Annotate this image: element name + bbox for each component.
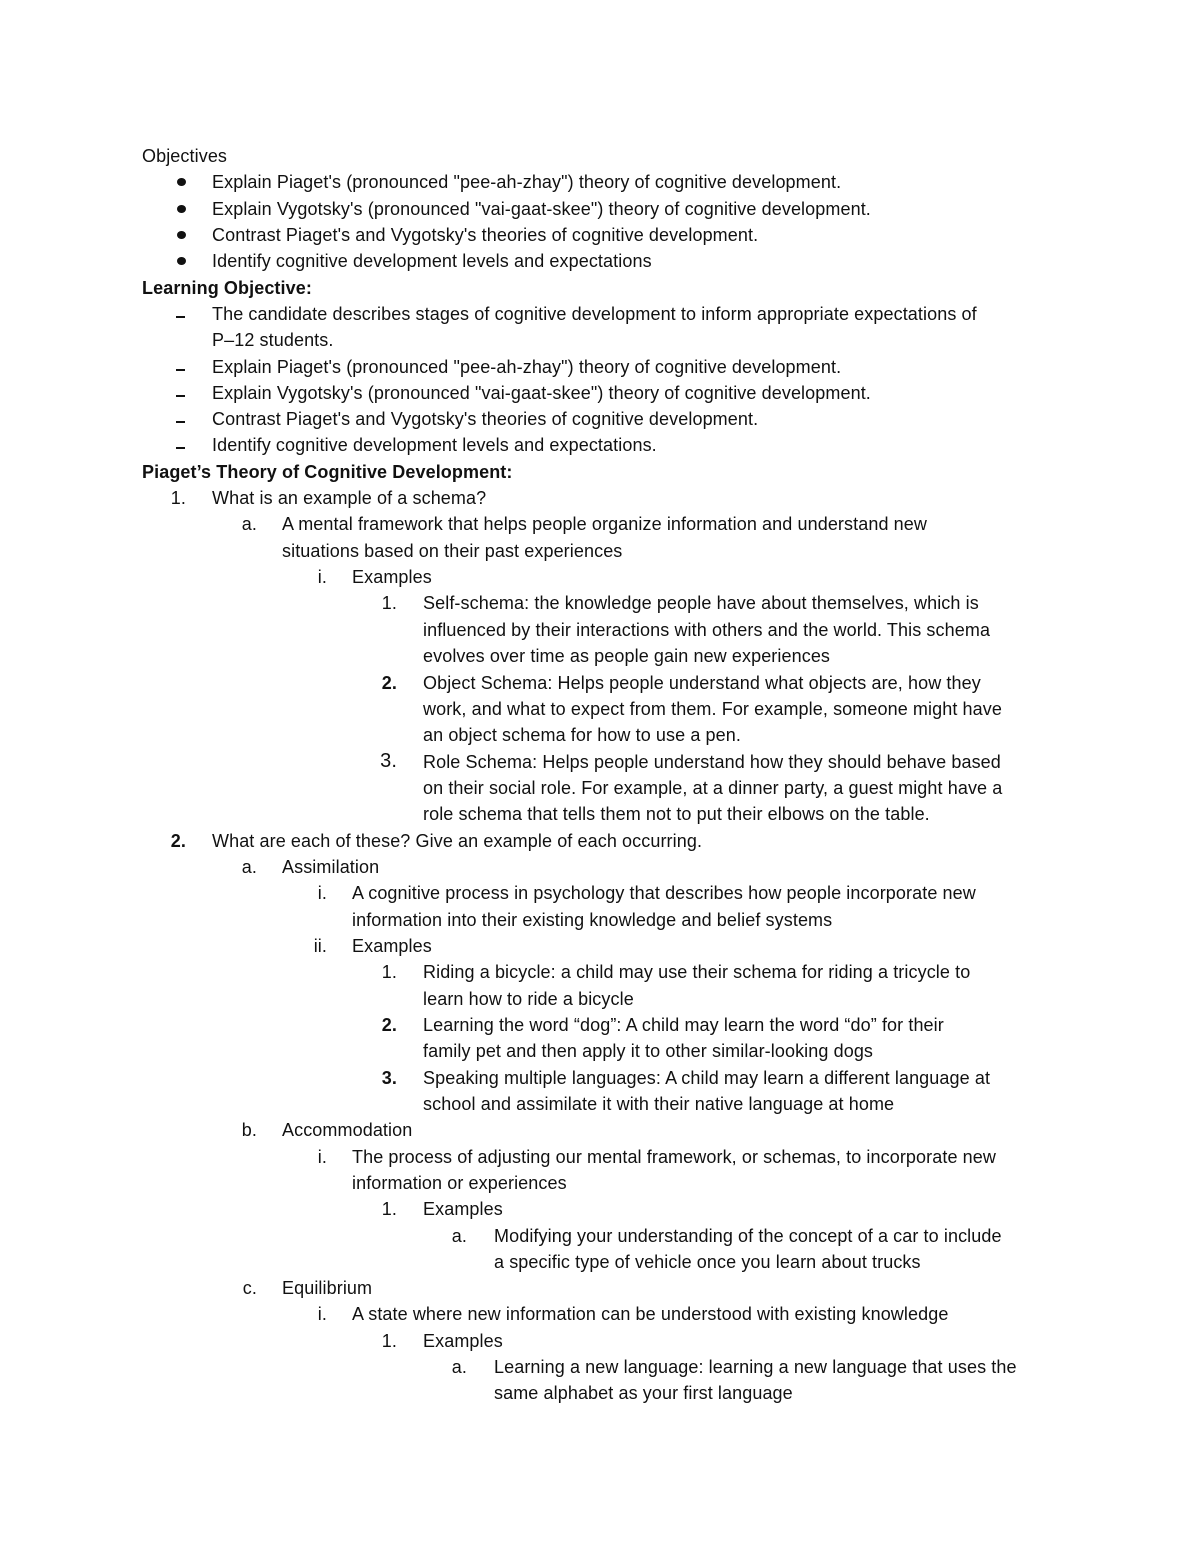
- list-number: 1.: [381, 593, 397, 613]
- list-letter: a.: [451, 1357, 467, 1377]
- schema-example-cont: role schema that tells them not to put their elbows on the table.: [423, 804, 930, 824]
- dash-bullet-icon: [176, 316, 185, 318]
- list-number: 1.: [381, 962, 397, 982]
- list-number: 1.: [381, 1199, 397, 1219]
- list-roman: i.: [317, 567, 327, 587]
- list-roman: ii.: [313, 936, 327, 956]
- list-letter: b.: [241, 1120, 257, 1140]
- examples-label: Examples: [352, 567, 432, 587]
- list-roman: i.: [317, 883, 327, 903]
- schema-definition: A mental framework that helps people organize information and understand new: [282, 514, 927, 534]
- equilibrium-label: Equilibrium: [282, 1278, 373, 1298]
- learning-objective-item: Explain Piaget's (pronounced "pee-ah-zhay") theory of cognitive development.: [212, 357, 842, 377]
- list-roman: i.: [317, 1304, 327, 1324]
- learning-objective-item: Identify cognitive development levels and expectations.: [212, 435, 657, 455]
- assimilation-definition-cont: information into their existing knowledge and belief systems: [352, 910, 833, 930]
- objective-item: Identify cognitive development levels and expectations: [212, 251, 652, 271]
- bullet-icon: [177, 257, 186, 265]
- schema-definition-cont: situations based on their past experiences: [282, 541, 623, 561]
- learning-objective-item-cont: P–12 students.: [212, 330, 334, 350]
- assimilation-example-cont: family pet and then apply it to other similar-looking dogs: [423, 1041, 874, 1061]
- bullet-icon: [177, 205, 186, 213]
- list-number: 2.: [381, 1015, 397, 1035]
- dash-bullet-icon: [176, 447, 185, 449]
- assimilation-example-cont: school and assimilate it with their native language at home: [423, 1094, 895, 1114]
- dash-bullet-icon: [176, 421, 185, 423]
- list-number: 1.: [381, 1331, 397, 1351]
- list-letter: c.: [242, 1278, 257, 1298]
- accommodation-definition: The process of adjusting our mental framework, or schemas, to incorporate new: [352, 1147, 996, 1167]
- objective-item: Explain Piaget's (pronounced "pee-ah-zhay") theory of cognitive development.: [212, 172, 842, 192]
- bullet-icon: [177, 231, 186, 239]
- list-letter: a.: [241, 514, 257, 534]
- learning-objective-heading: Learning Objective:: [142, 278, 312, 298]
- schema-example-cont: an object schema for how to use a pen.: [423, 725, 741, 745]
- accommodation-example-cont: a specific type of vehicle once you learn about trucks: [494, 1252, 921, 1272]
- examples-label: Examples: [352, 936, 432, 956]
- list-letter: a.: [241, 857, 257, 877]
- schema-example: Role Schema: Helps people understand how they should behave based: [423, 752, 1001, 772]
- question-1: What is an example of a schema?: [212, 488, 487, 508]
- dash-bullet-icon: [176, 395, 185, 397]
- assimilation-definition: A cognitive process in psychology that describes how people incorporate new: [352, 883, 976, 903]
- schema-example: Self-schema: the knowledge people have about themselves, which is: [423, 593, 979, 613]
- assimilation-example: Learning the word “dog”: A child may learn the word “do” for their: [423, 1015, 944, 1035]
- assimilation-label: Assimilation: [282, 857, 380, 877]
- list-number: 2.: [381, 673, 397, 693]
- equilibrium-definition: A state where new information can be understood with existing knowledge: [352, 1304, 949, 1324]
- objectives-heading: Objectives: [142, 146, 228, 166]
- accommodation-example: Modifying your understanding of the concept of a car to include: [494, 1226, 1002, 1246]
- schema-example-cont: influenced by their interactions with others and the world. This schema: [423, 620, 991, 640]
- list-number: 3.: [380, 750, 397, 772]
- list-number: 3.: [381, 1068, 397, 1088]
- assimilation-example-cont: learn how to ride a bicycle: [423, 989, 634, 1009]
- assimilation-example: Riding a bicycle: a child may use their schema for riding a tricycle to: [423, 962, 971, 982]
- accommodation-label: Accommodation: [282, 1120, 413, 1140]
- learning-objective-item: Contrast Piaget's and Vygotsky's theories of cognitive development.: [212, 409, 759, 429]
- objective-item: Explain Vygotsky's (pronounced "vai-gaat-skee") theory of cognitive development.: [212, 199, 871, 219]
- objective-item: Contrast Piaget's and Vygotsky's theories of cognitive development.: [212, 225, 759, 245]
- dash-bullet-icon: [176, 369, 185, 371]
- bullet-icon: [177, 178, 186, 186]
- schema-example: Object Schema: Helps people understand what objects are, how they: [423, 673, 981, 693]
- equilibrium-example: Learning a new language: learning a new language that uses the: [494, 1357, 1017, 1377]
- accommodation-definition-cont: information or experiences: [352, 1173, 567, 1193]
- assimilation-example: Speaking multiple languages: A child may learn a different language at: [423, 1068, 991, 1088]
- schema-example-cont: on their social role. For example, at a dinner party, a guest might have a: [423, 778, 1003, 798]
- learning-objective-item: The candidate describes stages of cognitive development to inform appropriate expectations of: [212, 304, 977, 324]
- list-letter: a.: [451, 1226, 467, 1246]
- piaget-heading: Piaget’s Theory of Cognitive Development:: [142, 462, 513, 482]
- equilibrium-example-cont: same alphabet as your first language: [494, 1383, 793, 1403]
- list-roman: i.: [317, 1147, 327, 1167]
- list-number: 1.: [170, 488, 186, 508]
- question-2: What are each of these? Give an example of each occurring.: [212, 831, 703, 851]
- examples-label: Examples: [423, 1331, 503, 1351]
- schema-example-cont: work, and what to expect from them. For example, someone might have: [423, 699, 1002, 719]
- examples-label: Examples: [423, 1199, 503, 1219]
- learning-objective-item: Explain Vygotsky's (pronounced "vai-gaat-skee") theory of cognitive development.: [212, 383, 871, 403]
- list-number: 2.: [170, 831, 186, 851]
- schema-example-cont: evolves over time as people gain new experiences: [423, 646, 831, 666]
